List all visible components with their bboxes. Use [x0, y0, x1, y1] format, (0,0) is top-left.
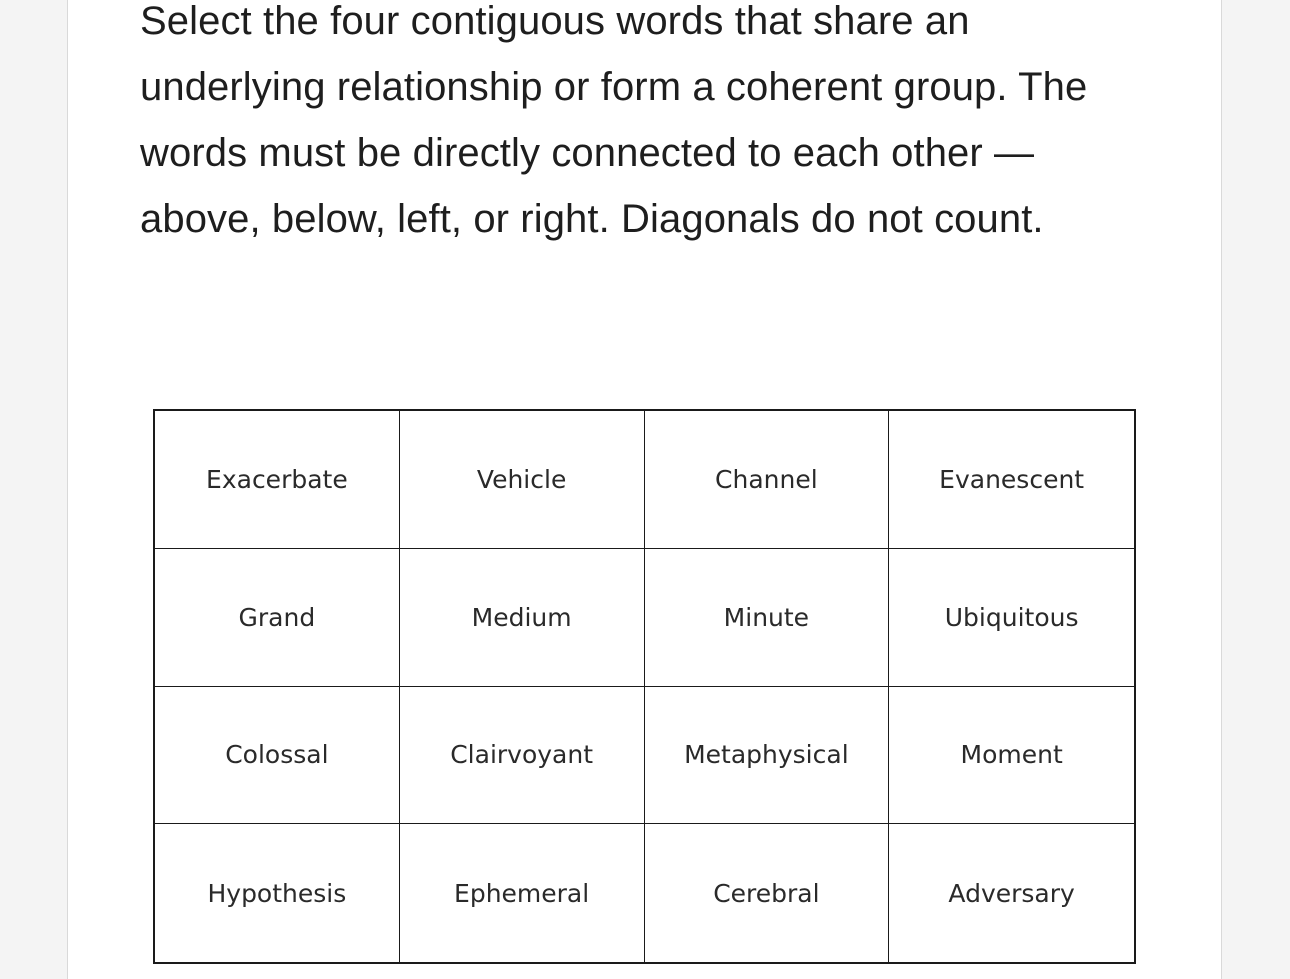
grid-cell-r4c1[interactable]: Hypothesis: [155, 824, 400, 962]
grid-cell-r1c2[interactable]: Vehicle: [400, 411, 645, 549]
word-grid: [153, 409, 1136, 964]
grid-cell-r2c4[interactable]: Ubiquitous: [889, 549, 1134, 687]
grid-cell-r3c1[interactable]: Colossal: [155, 687, 400, 825]
grid-cell-r2c2[interactable]: Medium: [400, 549, 645, 687]
grid-cell-r3c3[interactable]: Metaphysical: [645, 687, 890, 825]
puzzle-instructions: Select the four contiguous words that share an underlying relationship or form a coherent group. The words must be directly connected to each other — above, below, left, or right. Diagonals do not count.: [140, 0, 1088, 241]
grid-cell-r4c2[interactable]: Ephemeral: [400, 824, 645, 962]
grid-cell-r2c1[interactable]: Grand: [155, 549, 400, 687]
grid-cell-r1c1[interactable]: Exacerbate: [155, 411, 400, 549]
grid-cell-r3c2[interactable]: Clairvoyant: [400, 687, 645, 825]
grid-cell-r4c3[interactable]: Cerebral: [645, 824, 890, 962]
grid-cell-r1c3[interactable]: Channel: [645, 411, 890, 549]
grid-cell-r1c4[interactable]: Evanescent: [889, 411, 1134, 549]
grid-cell-r4c4[interactable]: Adversary: [948, 878, 1075, 908]
grid-cell-r3c4[interactable]: Moment: [889, 687, 1134, 825]
puzzle-card: [67, 0, 1222, 979]
grid-cell-r2c3[interactable]: Minute: [645, 549, 890, 687]
